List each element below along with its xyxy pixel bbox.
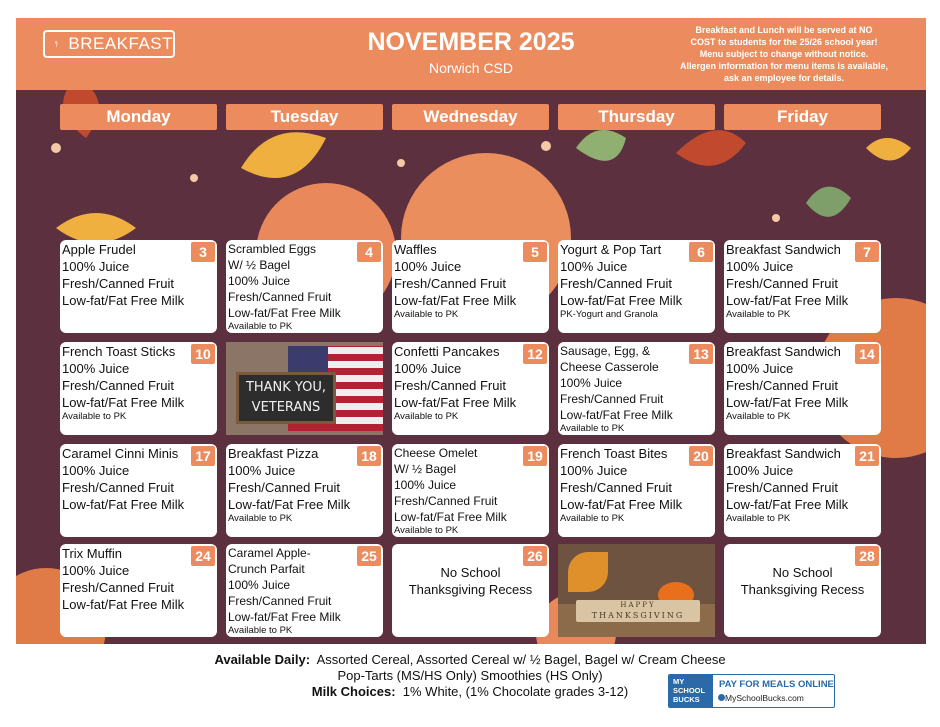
menu-item: Low-fat/Fat Free Milk	[62, 395, 185, 410]
fork-icon	[55, 35, 58, 53]
day-cell	[724, 444, 881, 537]
day-header-thursday: Thursday	[558, 104, 715, 130]
thanksgiving-image	[558, 544, 715, 637]
message-line: No School	[772, 565, 833, 580]
notice-text: Breakfast and Lunch will be served at NO COST to students for the 25/26 school year! Menu subject to change without notice. Allergen information for menu items is available, ask an employee for details.	[679, 25, 889, 83]
menu-items	[726, 343, 857, 423]
menu-item: Fresh/Canned Fruit	[726, 378, 838, 393]
menu-item-main: Apple Frudel	[62, 242, 136, 257]
menu-item-main: Cheese Omelet	[394, 446, 478, 460]
menu-item: Low-fat/Fat Free Milk	[394, 293, 517, 308]
menu-item-main: Breakfast Pizza	[228, 446, 319, 461]
menu-items	[62, 343, 193, 423]
day-cell	[558, 342, 715, 435]
menu-item: 100% Juice	[726, 463, 794, 478]
menu-item: Fresh/Canned Fruit	[560, 276, 672, 291]
menu-item: Low-fat/Fat Free Milk	[228, 610, 341, 624]
page-title: NOVEMBER 2025	[367, 28, 575, 56]
day-number: 24	[191, 546, 215, 566]
day-number: 3	[191, 242, 215, 262]
menu-item: 100% Juice	[62, 563, 130, 578]
menu-item: Fresh/Canned Fruit	[560, 480, 672, 495]
day-number: 18	[357, 446, 381, 466]
menu-item: Low-fat/Fat Free Milk	[726, 293, 849, 308]
menu-items	[560, 343, 691, 435]
menu-item: 100% Juice	[560, 259, 628, 274]
pk-note: Available to PK	[62, 411, 127, 422]
pk-note: Available to PK	[726, 411, 791, 422]
menu-item: 100% Juice	[726, 361, 794, 376]
menu-item: Fresh/Canned Fruit	[62, 480, 174, 495]
menu-item: Low-fat/Fat Free Milk	[560, 293, 683, 308]
menu-item: 100% Juice	[394, 259, 462, 274]
daily-text-2: Pop-Tarts (MS/HS Only) Smoothies (HS Only)	[337, 668, 603, 683]
day-number: 14	[855, 344, 879, 364]
day-number: 10	[191, 344, 215, 364]
day-cell	[724, 342, 881, 435]
day-number: 25	[357, 546, 381, 566]
pk-note: Available to PK	[560, 513, 625, 524]
menu-item: Fresh/Canned Fruit	[726, 480, 838, 495]
day-number: 13	[689, 344, 713, 364]
day-number: 7	[855, 242, 879, 262]
menu-item: Low-fat/Fat Free Milk	[62, 597, 185, 612]
menu-items	[228, 545, 359, 637]
day-header-wednesday: Wednesday	[392, 104, 549, 130]
day-cell	[724, 544, 881, 637]
menu-item-main: Breakfast Sandwich	[726, 242, 841, 257]
menu-item-main: Breakfast Sandwich	[726, 344, 841, 359]
menu-item: Low-fat/Fat Free Milk	[394, 510, 507, 524]
menu-item: Low-fat/Fat Free Milk	[228, 497, 351, 512]
day-cell	[226, 544, 383, 637]
menu-item: Fresh/Canned Fruit	[394, 276, 506, 291]
menu-items	[726, 445, 857, 525]
menu-item: W/ ½ Bagel	[228, 258, 291, 272]
menu-item: Low-fat/Fat Free Milk	[726, 497, 849, 512]
day-header-monday: Monday	[60, 104, 217, 130]
no-school-message	[392, 564, 549, 598]
menu-item: Fresh/Canned Fruit	[228, 290, 332, 304]
menu-items	[228, 241, 359, 333]
day-header-tuesday: Tuesday	[226, 104, 383, 130]
pk-note: Available to PK	[394, 309, 459, 320]
menu-items	[62, 241, 193, 309]
menu-item: Low-fat/Fat Free Milk	[228, 306, 341, 320]
menu-item: Fresh/Canned Fruit	[228, 594, 332, 608]
day-number: 20	[689, 446, 713, 466]
day-cell	[392, 444, 549, 537]
day-header-friday: Friday	[724, 104, 881, 130]
thanksgiving-sign-text: HAPPY	[620, 601, 656, 609]
menu-items	[394, 241, 525, 321]
pk-note: Available to PK	[228, 625, 293, 636]
menu-item: Fresh/Canned Fruit	[394, 494, 498, 508]
menu-item: 100% Juice	[560, 376, 623, 390]
milk-label: Milk Choices:	[311, 684, 396, 699]
menu-item-main: Trix Muffin	[62, 546, 122, 561]
menu-item: Fresh/Canned Fruit	[62, 580, 174, 595]
menu-calendar	[16, 18, 926, 644]
menu-item: Fresh/Canned Fruit	[62, 276, 174, 291]
pk-note: Available to PK	[394, 525, 459, 536]
message-line: Thanksgiving Recess	[408, 582, 533, 597]
menu-item: 100% Juice	[62, 259, 130, 274]
pay-online-text: PAY FOR MEALS ONLINE	[719, 679, 834, 690]
menu-item: Fresh/Canned Fruit	[394, 378, 506, 393]
pk-note: Available to PK	[726, 309, 791, 320]
day-cell	[60, 544, 217, 637]
menu-item-main: Sausage, Egg, &	[560, 344, 651, 358]
menu-items	[394, 445, 525, 537]
day-number: 4	[357, 242, 381, 262]
menu-item: W/ ½ Bagel	[394, 462, 457, 476]
district-name: Norwich CSD	[428, 60, 513, 76]
daily-label: Available Daily:	[214, 652, 311, 667]
menu-items	[560, 241, 691, 321]
header-banner	[16, 18, 926, 90]
day-cell	[558, 444, 715, 537]
message-line: No School	[440, 565, 501, 580]
day-number: 17	[191, 446, 215, 466]
day-number: 5	[523, 242, 547, 262]
menu-item-main: French Toast Bites	[560, 446, 668, 461]
globe-icon	[718, 694, 725, 701]
menu-item: Low-fat/Fat Free Milk	[394, 395, 517, 410]
thanksgiving-sign-text: THANKSGIVING	[591, 611, 685, 620]
menu-item: 100% Juice	[62, 361, 130, 376]
menu-item: 100% Juice	[726, 259, 794, 274]
menu-item-main: Waffles	[394, 242, 437, 257]
menu-items	[62, 445, 193, 513]
menu-item: Fresh/Canned Fruit	[560, 392, 664, 406]
menu-item: Fresh/Canned Fruit	[62, 378, 174, 393]
day-cell	[392, 240, 549, 333]
day-cell	[60, 444, 217, 537]
pk-note: Available to PK	[228, 513, 293, 524]
breakfast-logo	[43, 30, 175, 58]
menu-item: 100% Juice	[560, 463, 628, 478]
day-number: 19	[523, 446, 547, 466]
day-number: 6	[689, 242, 713, 262]
milk-text: 1% White, (1% Chocolate grades 3-12)	[402, 684, 629, 699]
menu-item: 100% Juice	[228, 274, 291, 288]
day-cell	[558, 240, 715, 333]
menu-item-main: Breakfast Sandwich	[726, 446, 841, 461]
pk-note: Available to PK	[726, 513, 791, 524]
day-number: 21	[855, 446, 879, 466]
day-cell	[226, 444, 383, 537]
menu-item-main: Scrambled Eggs	[228, 242, 317, 256]
website-text: MySchoolBucks.com	[725, 693, 804, 703]
menu-item-main: French Toast Sticks	[62, 344, 176, 359]
menu-item-main: Yogurt & Pop Tart	[560, 242, 662, 257]
menu-item: 100% Juice	[228, 578, 291, 592]
menu-items	[62, 545, 193, 613]
menu-item-main: Confetti Pancakes	[394, 344, 500, 359]
daily-text: Assorted Cereal, Assorted Cereal w/ ½ Bagel, Bagel w/ Cream Cheese	[316, 652, 726, 667]
pk-note: Available to PK	[394, 411, 459, 422]
menu-items	[726, 241, 857, 321]
menu-items	[560, 445, 691, 525]
no-school-message	[724, 564, 881, 598]
myschoolbucks-badge[interactable]	[668, 674, 835, 708]
pk-note: Available to PK	[560, 423, 625, 434]
pk-note: Available to PK	[228, 321, 293, 332]
menu-items	[394, 343, 525, 423]
veterans-sign-text: THANK YOU,	[245, 380, 327, 395]
day-number: 28	[855, 546, 879, 566]
menu-item: Crunch Parfait	[228, 562, 305, 576]
menu-item: 100% Juice	[228, 463, 296, 478]
menu-item-main: Caramel Cinni Minis	[62, 446, 179, 461]
menu-item-main: Caramel Apple-	[228, 546, 311, 560]
day-number: 12	[523, 344, 547, 364]
menu-item: 100% Juice	[62, 463, 130, 478]
menu-item: 100% Juice	[394, 478, 457, 492]
menu-item: Fresh/Canned Fruit	[228, 480, 340, 495]
menu-item: Low-fat/Fat Free Milk	[62, 497, 185, 512]
day-cell	[60, 342, 217, 435]
menu-item: 100% Juice	[394, 361, 462, 376]
day-cell	[724, 240, 881, 333]
day-cell	[392, 342, 549, 435]
myschoolbucks-logo: MY SCHOOL BUCKS	[669, 675, 713, 707]
menu-item: Fresh/Canned Fruit	[726, 276, 838, 291]
day-cell	[60, 240, 217, 333]
veterans-sign-text: VETERANS	[251, 400, 321, 415]
day-cell	[226, 240, 383, 333]
menu-item: Low-fat/Fat Free Milk	[62, 293, 185, 308]
menu-item: Low-fat/Fat Free Milk	[726, 395, 849, 410]
day-number: 26	[523, 546, 547, 566]
logo-label: BREAKFAST	[68, 34, 173, 53]
message-line: Thanksgiving Recess	[740, 582, 865, 597]
menu-item: Low-fat/Fat Free Milk	[560, 408, 673, 422]
menu-item: Cheese Casserole	[560, 360, 659, 374]
menu-item: Low-fat/Fat Free Milk	[560, 497, 683, 512]
menu-items	[228, 445, 359, 525]
day-cell	[392, 544, 549, 637]
veterans-day-image	[226, 342, 383, 435]
pk-note: PK-Yogurt and Granola	[560, 309, 658, 320]
